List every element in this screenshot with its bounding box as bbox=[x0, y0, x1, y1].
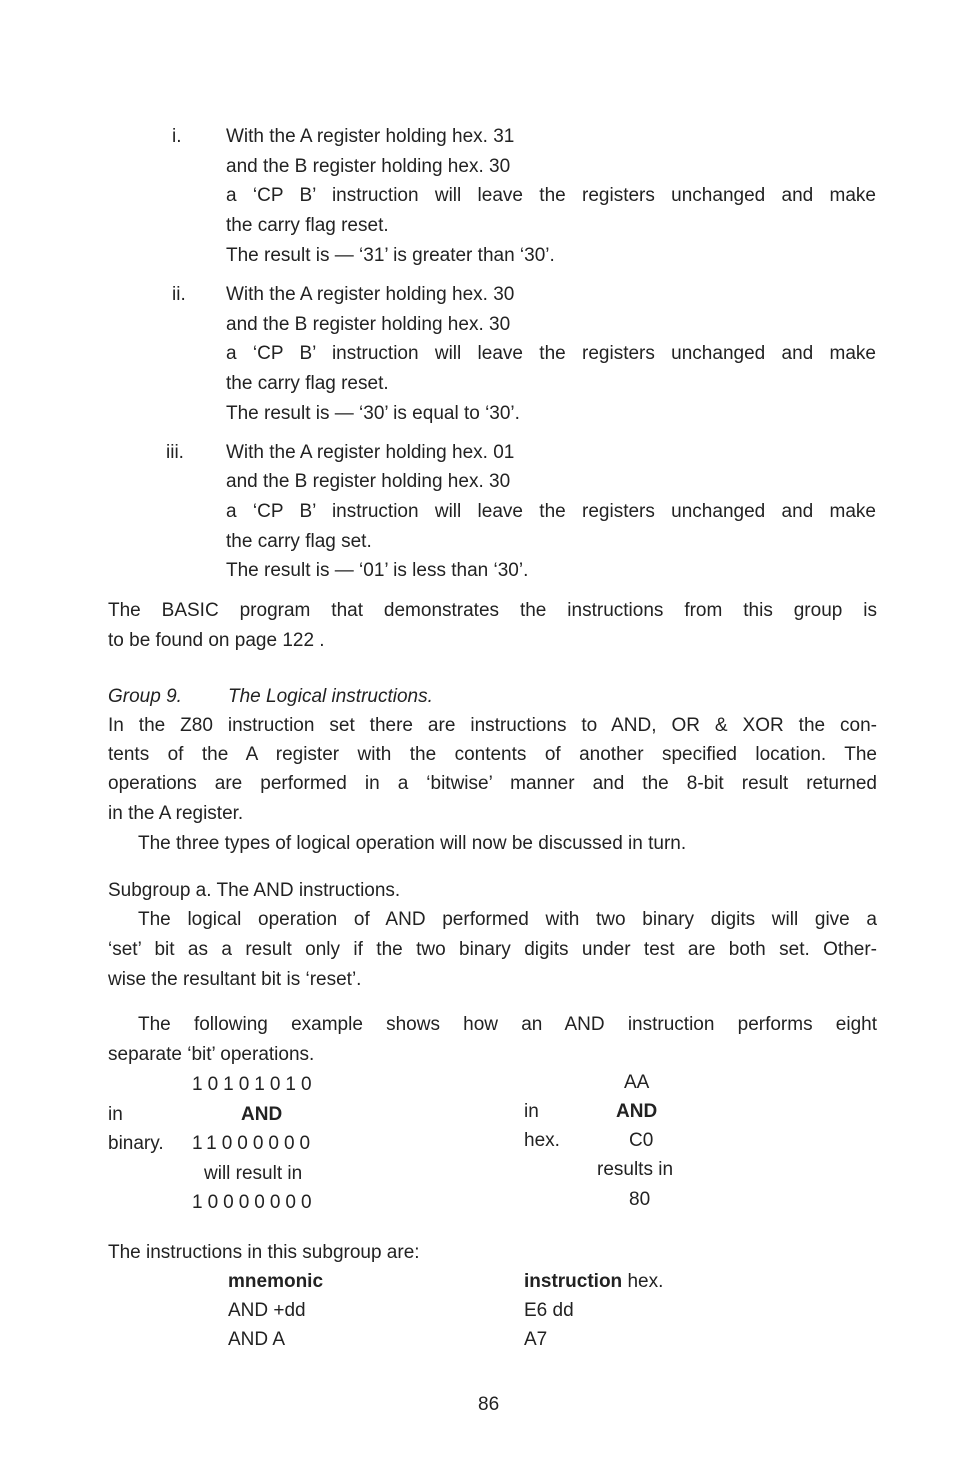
list-line: The result is — ‘01’ is less than ‘30’. bbox=[226, 560, 529, 581]
result-label: will result in bbox=[204, 1163, 303, 1184]
list-line: the carry flag set. bbox=[226, 531, 372, 552]
list-line: and the B register holding hex. 30 bbox=[226, 314, 511, 335]
paragraph-line: In the Z80 instruction set there are instructions to AND, OR & XOR the con- bbox=[108, 715, 877, 736]
table-header-instruction bbox=[524, 1267, 663, 1297]
list-line: a ‘CP B’ instruction will leave the registers unchanged and make bbox=[226, 501, 876, 522]
table-header-instruction-bold: instruction bbox=[524, 1271, 623, 1292]
hex-operand: AA bbox=[624, 1072, 650, 1093]
list-line: a ‘CP B’ instruction will leave the registers unchanged and make bbox=[226, 185, 876, 206]
paragraph-line: The three types of logical operation will now be discussed in turn. bbox=[138, 833, 687, 854]
in-label: in bbox=[524, 1101, 539, 1122]
list-line: and the B register holding hex. 30 bbox=[226, 156, 511, 177]
hex-operand: C0 bbox=[629, 1130, 654, 1151]
paragraph-line: separate ‘bit’ operations. bbox=[108, 1044, 315, 1065]
list-line: With the A register holding hex. 31 bbox=[226, 126, 515, 147]
instructions-intro: The instructions in this subgroup are: bbox=[108, 1242, 420, 1263]
list-line: and the B register holding hex. 30 bbox=[226, 471, 511, 492]
and-operator: AND bbox=[241, 1104, 283, 1125]
paragraph-line: The following example shows how an AND instruction performs eight bbox=[138, 1014, 877, 1035]
paragraph-line: to be found on page 122 . bbox=[108, 630, 325, 651]
list-line: The result is — ‘31’ is greater than ‘30’. bbox=[226, 245, 555, 266]
subgroup-heading: Subgroup a. The AND instructions. bbox=[108, 880, 401, 901]
paragraph-line: tents of the A register with the contents of another specified location. The bbox=[108, 744, 877, 765]
binary-result: 10000000 bbox=[192, 1192, 317, 1213]
group-number: Group 9. bbox=[108, 686, 182, 707]
list-line: With the A register holding hex. 30 bbox=[226, 284, 515, 305]
paragraph-line: The BASIC program that demonstrates the instructions from this group is bbox=[108, 600, 877, 621]
paragraph-line: wise the resultant bit is ‘reset’. bbox=[108, 969, 362, 990]
paragraph-line: The logical operation of AND performed with two binary digits will give a bbox=[138, 909, 877, 930]
mnemonic-cell: AND A bbox=[228, 1329, 286, 1350]
table-header-mnemonic: mnemonic bbox=[228, 1271, 324, 1292]
list-line: a ‘CP B’ instruction will leave the registers unchanged and make bbox=[226, 343, 876, 364]
mnemonic-cell: AND +dd bbox=[228, 1300, 306, 1321]
list-line: The result is — ‘30’ is equal to ‘30’. bbox=[226, 403, 520, 424]
binary-operand: 10101010 bbox=[192, 1074, 317, 1095]
list-numeral: iii. bbox=[166, 442, 184, 463]
hex-cell: A7 bbox=[524, 1329, 548, 1350]
paragraph-line: operations are performed in a ‘bitwise’ manner and the 8-bit result returned bbox=[108, 773, 877, 794]
list-line: the carry flag reset. bbox=[226, 215, 389, 236]
binary-label: binary. bbox=[108, 1133, 164, 1154]
hex-label: hex. bbox=[524, 1130, 560, 1151]
hex-result: 80 bbox=[629, 1189, 651, 1210]
in-label: in bbox=[108, 1104, 123, 1125]
table-header-instruction-rest: hex. bbox=[622, 1271, 664, 1292]
list-numeral: i. bbox=[172, 126, 182, 147]
binary-operand: 11000000 bbox=[192, 1133, 316, 1154]
list-numeral: ii. bbox=[172, 284, 186, 305]
page-number: 86 bbox=[478, 1394, 500, 1415]
paragraph-line: ‘set’ bit as a result only if the two binary digits under test are both set. Other- bbox=[108, 939, 877, 960]
and-operator: AND bbox=[616, 1101, 658, 1122]
group-title: The Logical instructions. bbox=[228, 686, 433, 707]
hex-cell: E6 dd bbox=[524, 1300, 574, 1321]
result-label: results in bbox=[597, 1159, 674, 1180]
paragraph-line: in the A register. bbox=[108, 803, 244, 824]
list-line: With the A register holding hex. 01 bbox=[226, 442, 515, 463]
list-line: the carry flag reset. bbox=[226, 373, 389, 394]
